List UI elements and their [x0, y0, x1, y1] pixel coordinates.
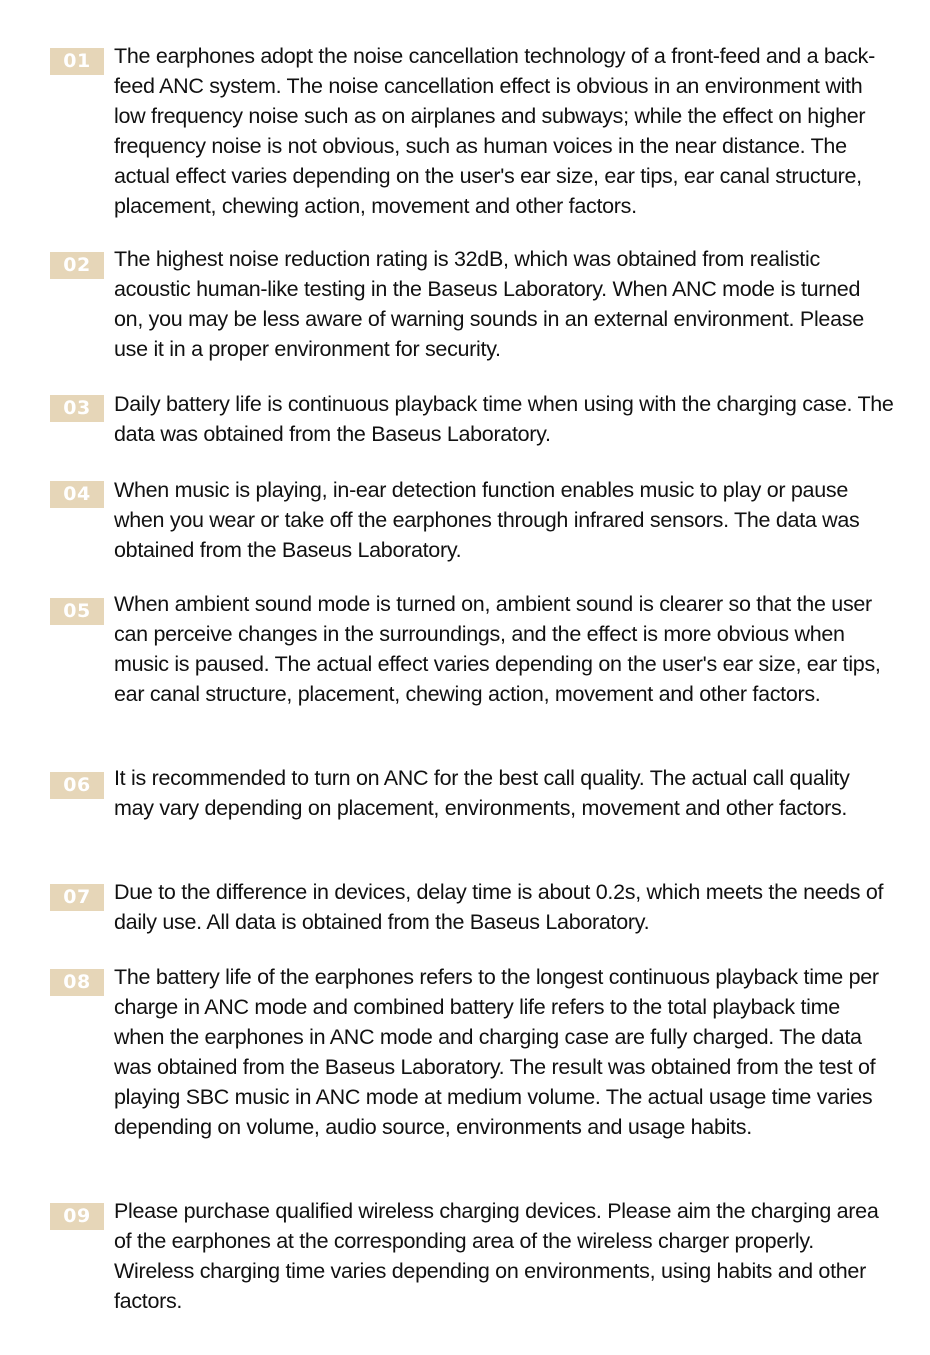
- note-text: It is recommended to turn on ANC for the best call quality. The actual call quality may vary depending on placement, environments, movement and other factors.: [114, 766, 850, 820]
- note-text: Due to the difference in devices, delay time is about 0.2s, which meets the needs of daily use. All data is obtained from the Baseus Laboratory.: [114, 880, 884, 934]
- note-number-badge: 05: [50, 598, 104, 625]
- note-text: The earphones adopt the noise cancellation technology of a front-feed and a back-feed ANC system. The noise cancellation effect is obvious in an environment with low frequency noise such as on airplanes and subways; while the effect on higher frequency noise is not obvious, such as human voices in the near distance. The actual effect varies depending on the user's ear size, ear tips, ear canal structure, placement, chewing action, movement and other factors.: [114, 44, 875, 218]
- note-text: The battery life of the earphones refers to the longest continuous playback time per charge in ANC mode and combined battery life refers to the total playback time when the earphones in ANC mode and charging case are fully charged. The data was obtained from the Baseus Laboratory. The result was obtained from the test of playing SBC music in ANC mode at medium volume. The actual usage time varies depending on volume, audio source, environments and usage habits.: [114, 965, 879, 1139]
- note-number-badge: 08: [50, 969, 104, 996]
- note-text: Daily battery life is continuous playback time when using with the charging case. The data was obtained from the Baseus Laboratory.: [114, 392, 894, 446]
- note-number-badge: 04: [50, 481, 104, 508]
- note-number-badge: 03: [50, 395, 104, 422]
- note-number-badge: 02: [50, 252, 104, 279]
- note-text: When ambient sound mode is turned on, ambient sound is clearer so that the user can perceive changes in the surroundings, and the effect is more obvious when music is paused. The actual effect varies depending on the user's ear size, ear tips, ear canal structure, placement, chewing action, movement and other factors.: [114, 592, 881, 706]
- note-number-badge: 01: [50, 48, 104, 75]
- note-number-badge: 06: [50, 772, 104, 799]
- note-text: When music is playing, in-ear detection function enables music to play or pause when you wear or take off the earphones through infrared sensors. The data was obtained from the Baseus Laboratory.: [114, 478, 860, 562]
- note-number-badge: 09: [50, 1203, 104, 1230]
- note-text: The highest noise reduction rating is 32dB, which was obtained from realistic acoustic human-like testing in the Baseus Laboratory. When ANC mode is turned on, you may be less aware of warning sounds in an external environment. Please use it in a proper environment for security.: [114, 247, 864, 361]
- note-text: Please purchase qualified wireless charging devices. Please aim the charging area of the earphones at the corresponding area of the wireless charger properly. Wireless charging time varies depending on environments, using habits and other factors.: [114, 1199, 879, 1313]
- note-number-badge: 07: [50, 884, 104, 911]
